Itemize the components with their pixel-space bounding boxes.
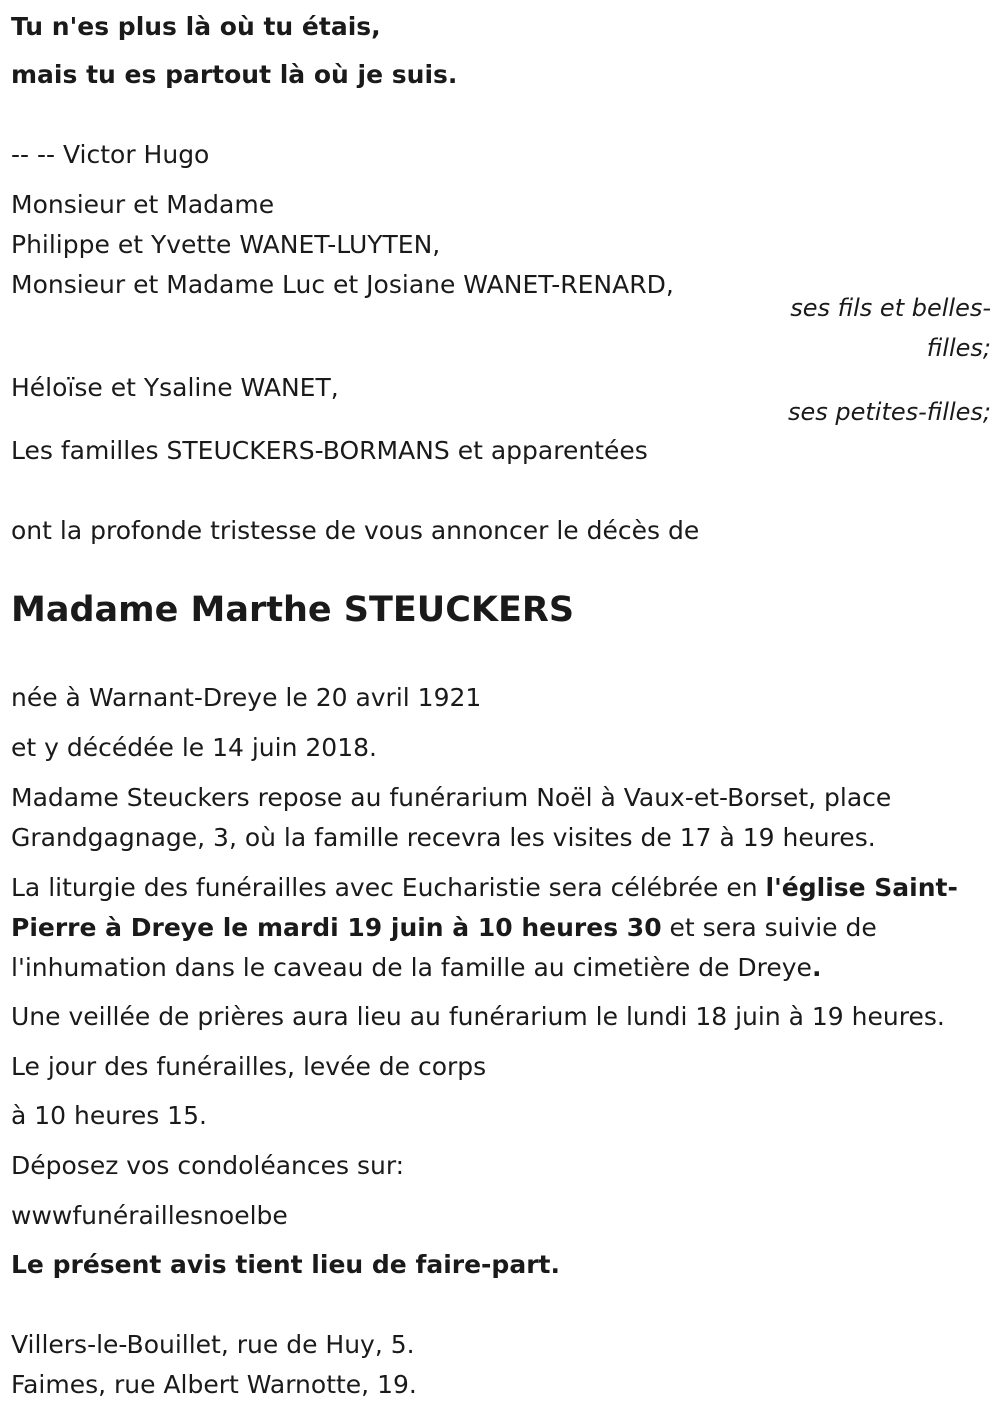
- notice-text: Le présent avis tient lieu de faire-part.: [11, 1250, 560, 1279]
- address-2: Faimes, rue Albert Warnotte, 19.: [11, 1370, 417, 1399]
- sons-line-3: Monsieur et Madame Luc et Josiane WANET-RENARD,: [11, 270, 674, 299]
- liturgy-info: [11, 868, 991, 988]
- birth-info: née à Warnant-Dreye le 20 avril 1921: [11, 683, 482, 712]
- vigil-info: Une veillée de prières aura lieu au funérarium le lundi 18 juin à 19 heures.: [11, 1002, 945, 1031]
- death-info: et y décédée le 14 juin 2018.: [11, 733, 377, 762]
- liturgy-period: .: [811, 953, 822, 982]
- lifting-line-2: à 10 heures 15.: [11, 1101, 207, 1130]
- quote-line-1: Tu n'es plus là où tu étais,: [11, 12, 381, 41]
- deceased-name: Madame Marthe STEUCKERS: [11, 590, 575, 630]
- sons-role-line-2: filles;: [926, 334, 991, 362]
- condolences-label: Déposez vos condoléances sur:: [11, 1151, 405, 1180]
- liturgy-text-end: et sera suivie de l'inhumation dans le caveau de la famille au cimetière de Dreye: [11, 913, 877, 982]
- related-families: Les familles STEUCKERS-BORMANS et apparentées: [11, 436, 648, 465]
- quote-line-2: mais tu es partout là où je suis.: [11, 60, 458, 89]
- sons-line-2: Philippe et Yvette WANET-LUYTEN,: [11, 230, 441, 259]
- condolences-website: wwwfunéraillesnoelbe: [11, 1201, 288, 1230]
- address-1: Villers-le-Bouillet, rue de Huy, 5.: [11, 1330, 415, 1359]
- liturgy-church-time: l'église Saint-Pierre à Dreye le mardi 19 juin à 10 heures 30: [11, 873, 958, 942]
- lifting-line-1: Le jour des funérailles, levée de corps: [11, 1052, 487, 1081]
- quote-author: -- -- Victor Hugo: [11, 140, 210, 169]
- granddaughters-role: ses petites-filles;: [787, 398, 991, 426]
- announcement-text: ont la profonde tristesse de vous annoncer le décès de: [11, 516, 700, 545]
- granddaughters: Héloïse et Ysaline WANET,: [11, 373, 339, 402]
- sons-line-1: Monsieur et Madame: [11, 190, 275, 219]
- funeral-home-info: Madame Steuckers repose au funérarium Noël à Vaux-et-Borset, place Grandgagnage, 3, où la famille recevra les visites de 17 à 19 heures.: [11, 783, 892, 852]
- sons-role-line-1: ses fils et belles-: [790, 294, 991, 322]
- liturgy-text-start: La liturgie des funérailles avec Eucharistie sera célébrée en: [11, 873, 766, 902]
